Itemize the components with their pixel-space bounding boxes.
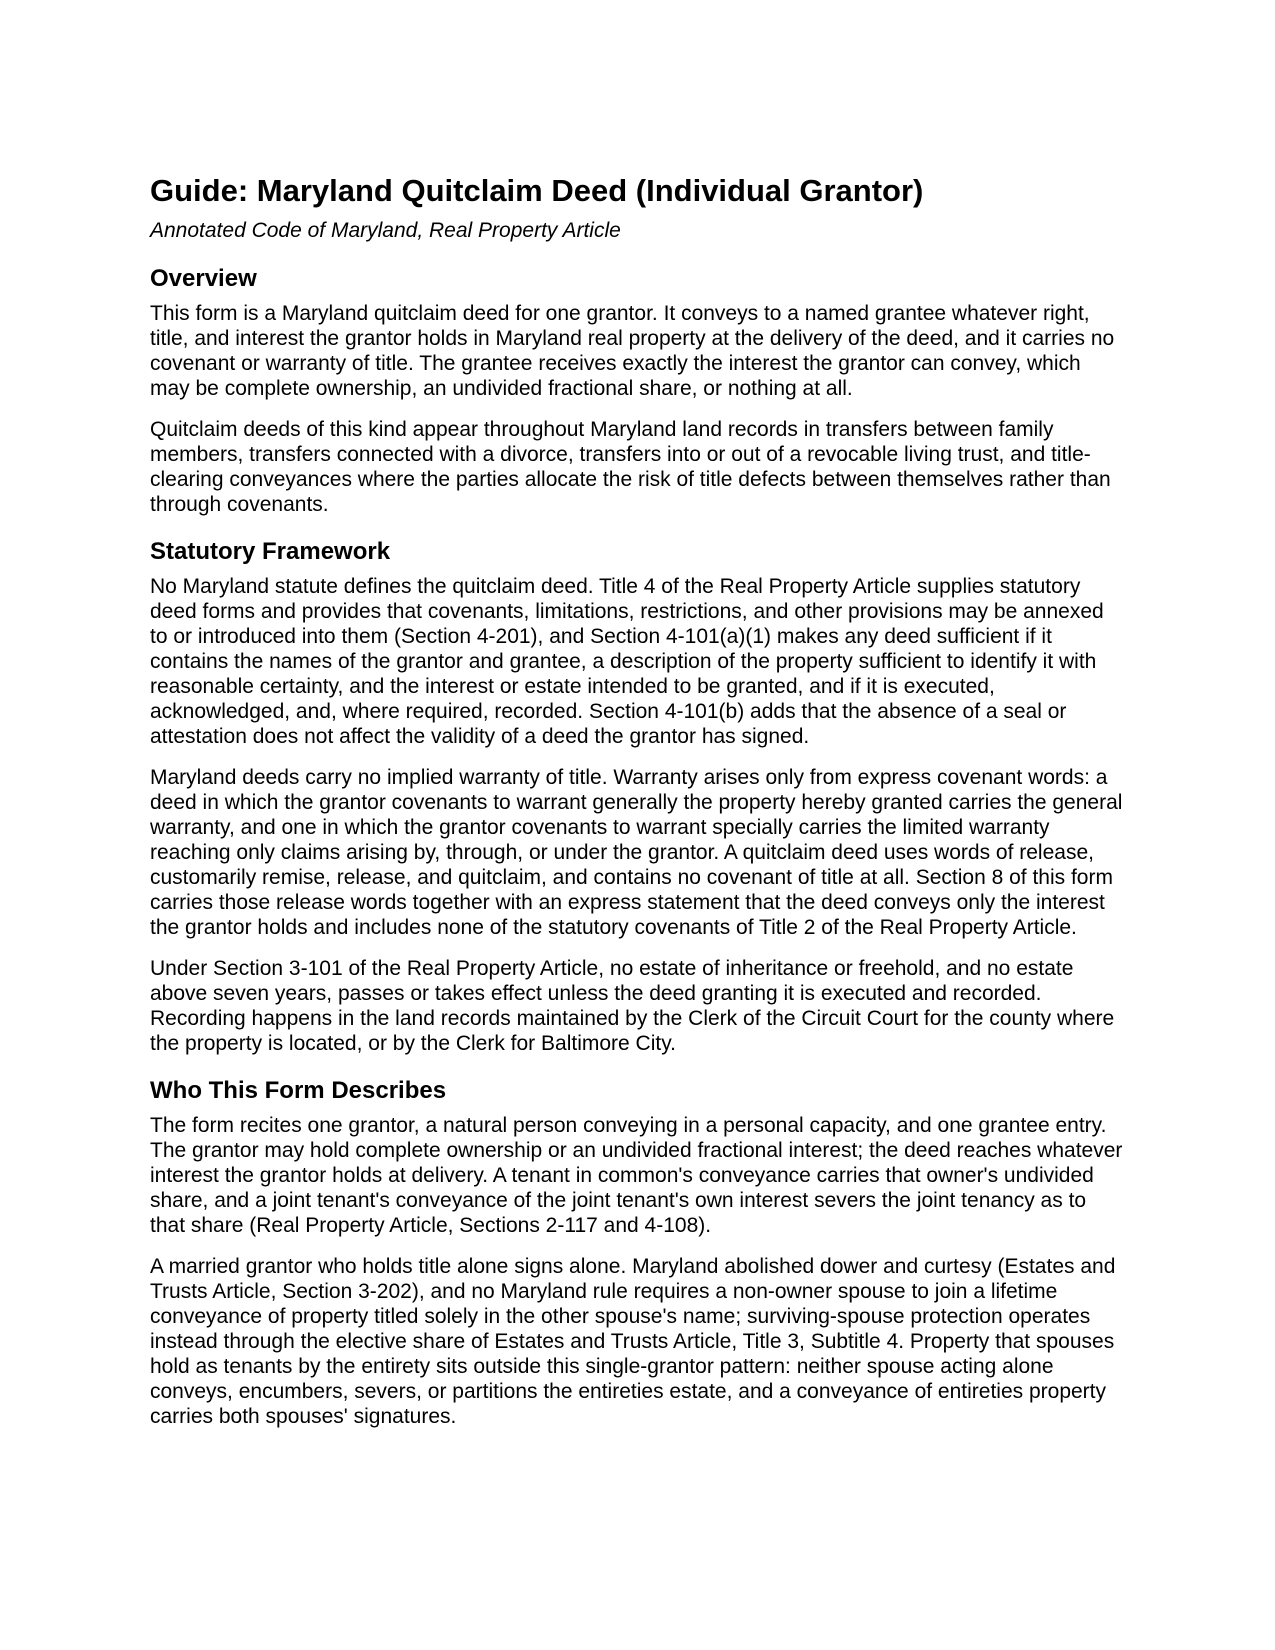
- document-page: [150, 171, 1125, 1429]
- section-overview: [150, 264, 1125, 517]
- paragraph: Maryland deeds carry no implied warranty of title. Warranty arises only from express covenant words: a deed in which the grantor covenants to warrant generally the property hereby granted carries the general warranty, and one in which the grantor covenants to warrant specially carries the limited warranty reaching only claims arising by, through, or under the grantor. A quitclaim deed uses words of release, customarily remise, release, and quitclaim, and contains no covenant of title at all. Section 8 of this form carries those release words together with an express statement that the deed conveys only the interest the grantor holds and includes none of the statutory covenants of Title 2 of the Real Property Article.: [150, 766, 1123, 939]
- section-statutory-framework: [150, 537, 1125, 1056]
- paragraph: No Maryland statute defines the quitclaim deed. Title 4 of the Real Property Article supplies statutory deed forms and provides that covenants, limitations, restrictions, and other provisions may be annexed to or introduced into them (Section 4-201), and Section 4-101(a)(1) makes any deed sufficient if it contains the names of the grantor and grantee, a description of the property sufficient to identify it with reasonable certainty, and the interest or estate intended to be granted, and if it is executed, acknowledged, and, where required, recorded. Section 4-101(b) adds that the absence of a seal or attestation does not affect the validity of a deed the grantor has signed.: [150, 575, 1104, 748]
- paragraph: This form is a Maryland quitclaim deed for one grantor. It conveys to a named grantee whatever right, title, and interest the grantor holds in Maryland real property at the delivery of the deed, and it carries no covenant or warranty of title. The grantee receives exactly the interest the grantor can convey, which may be complete ownership, an undivided fractional share, or nothing at all.: [150, 302, 1115, 400]
- paragraph: Under Section 3-101 of the Real Property Article, no estate of inheritance or freehold, and no estate above seven years, passes or takes effect unless the deed granting it is executed and recorded. Recording happens in the land records maintained by the Clerk of the Circuit Court for the county where the property is located, or by the Clerk for Baltimore City.: [150, 957, 1115, 1055]
- document-subtitle: Annotated Code of Maryland, Real Property Article: [150, 219, 621, 242]
- section-heading: Statutory Framework: [150, 538, 391, 565]
- paragraph: The form recites one grantor, a natural person conveying in a personal capacity, and one grantee entry. The grantor may hold complete ownership or an undivided fractional interest; the deed reaches whatever interest the grantor holds at delivery. A tenant in common's conveyance carries that owner's undivided share, and a joint tenant's conveyance of the joint tenant's own interest severs the joint tenancy as to that share (Real Property Article, Sections 2-117 and 4-108).: [150, 1114, 1123, 1237]
- section-heading: Overview: [150, 265, 257, 292]
- section-heading: Who This Form Describes: [150, 1077, 447, 1104]
- section-who-this-form-describes: [150, 1076, 1125, 1429]
- paragraph: A married grantor who holds title alone signs alone. Maryland abolished dower and curtesy (Estates and Trusts Article, Section 3-202), and no Maryland rule requires a non-owner spouse to join a lifetime conveyance of property titled solely in the other spouse's name; surviving-spouse protection operates instead through the elective share of Estates and Trusts Article, Title 3, Subtitle 4. Property that spouses hold as tenants by the entirety sits outside this single-grantor pattern: neither spouse acting alone conveys, encumbers, severs, or partitions the entireties estate, and a conveyance of entireties property carries both spouses' signatures.: [150, 1255, 1116, 1428]
- paragraph: Quitclaim deeds of this kind appear throughout Maryland land records in transfers between family members, transfers connected with a divorce, transfers into or out of a revocable living trust, and title-clearing conveyances where the parties allocate the risk of title defects between themselves rather than through covenants.: [150, 418, 1111, 516]
- document-title: Guide: Maryland Quitclaim Deed (Individual Grantor): [150, 173, 924, 208]
